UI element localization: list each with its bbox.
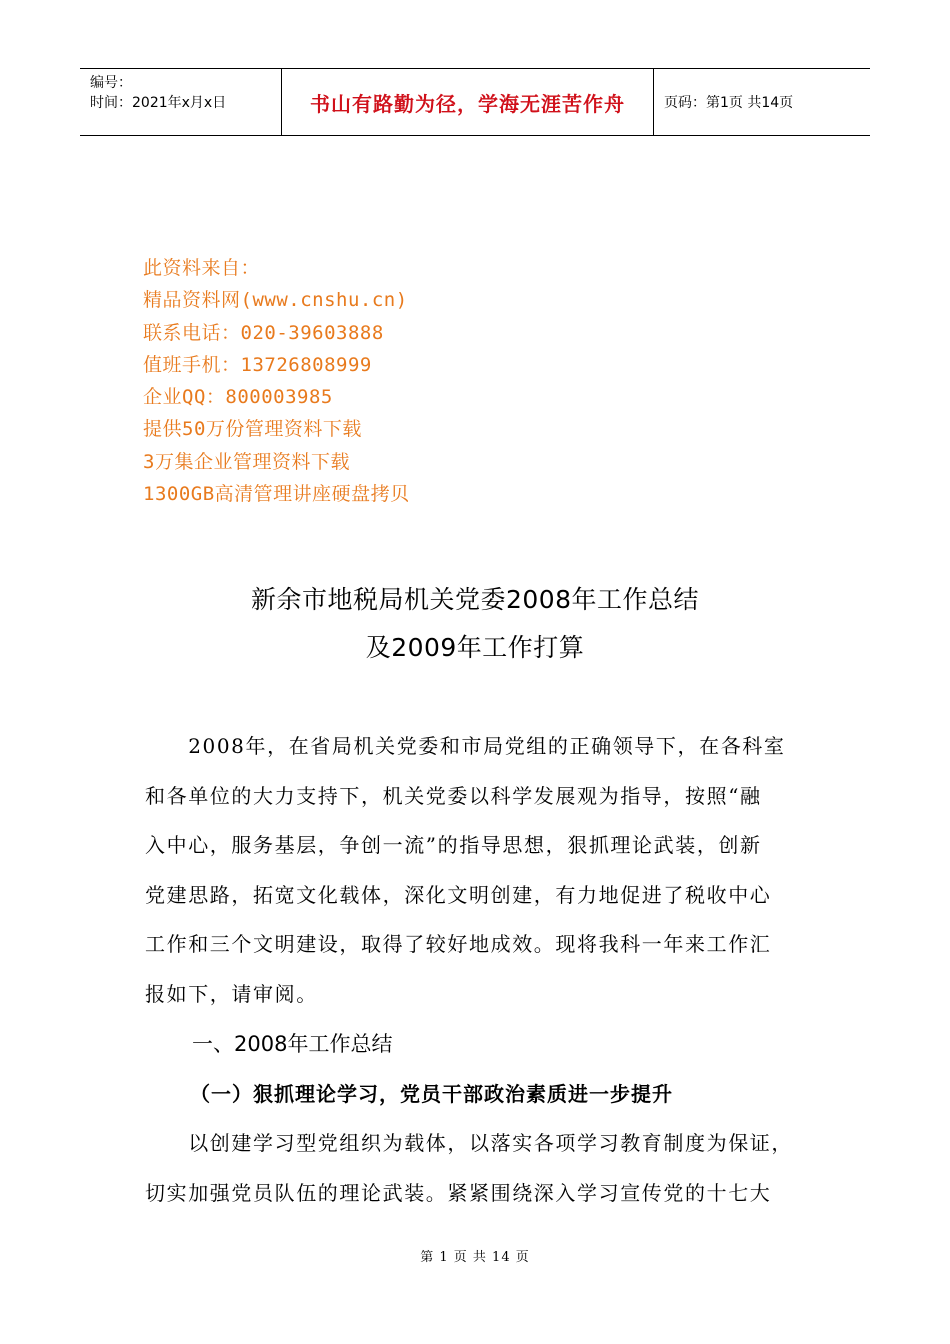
document-header bbox=[80, 68, 870, 136]
source-line: 企业QQ：800003985 bbox=[143, 386, 333, 409]
paragraph-line: 报如下，请审阅。 bbox=[145, 981, 318, 1006]
source-line: 联系电话：020-39603888 bbox=[143, 321, 384, 344]
header-meta bbox=[80, 69, 282, 135]
paragraph-line: 2008年，在省局机关党委和市局党组的正确领导下，在各科室 bbox=[145, 734, 786, 758]
source-line: 值班手机：13726808999 bbox=[143, 353, 372, 376]
section-heading: 一、2008年工作总结 bbox=[192, 1032, 393, 1056]
source-line: 3万集企业管理资料下载 bbox=[143, 450, 350, 473]
source-info-block bbox=[143, 252, 410, 510]
paragraph-line: 切实加强党员队伍的理论武装。紧紧围绕深入学习宣传党的十七大 bbox=[145, 1180, 772, 1205]
source-line: 1300GB高清管理讲座硬盘拷贝 bbox=[143, 483, 410, 506]
document-title-line1: 新余市地税局机关党委2008年工作总结 bbox=[250, 585, 700, 614]
time-label: 时间：2021年x月x日 bbox=[90, 95, 227, 111]
source-line: 提供50万份管理资料下载 bbox=[143, 418, 362, 441]
paragraph-line: 工作和三个文明建设，取得了较好地成效。现将我科一年来工作汇 bbox=[145, 932, 772, 956]
intro-paragraph bbox=[145, 722, 810, 1019]
page-footer: 第 1 页 共 14 页 bbox=[420, 1250, 530, 1265]
paragraph-line: 党建思路，拓宽文化载体，深化文明创建，有力地促进了税收中心 bbox=[145, 882, 772, 907]
number-label: 编号： bbox=[90, 75, 132, 91]
paragraph-line: 和各单位的大力支持下，机关党委以科学发展观为指导，按照“融 bbox=[145, 783, 762, 808]
header-motto: 书山有路勤为径，学海无涯苦作舟 bbox=[282, 69, 654, 135]
paragraph-line: 入中心，服务基层，争创一流”的指导思想，狠抓理论武装，创新 bbox=[145, 833, 762, 857]
section-paragraph bbox=[145, 1119, 810, 1218]
paragraph-line: 以创建学习型党组织为载体，以落实各项学习教育制度为保证， bbox=[145, 1131, 793, 1155]
document-title-line2: 及2009年工作打算 bbox=[365, 633, 585, 662]
source-line: 精品资料网(www.cnshu.cn) bbox=[143, 289, 408, 312]
header-page-info: 页码：第1页 共14页 bbox=[664, 95, 794, 111]
subsection-heading: （一）狠抓理论学习，党员干部政治素质进一步提升 bbox=[190, 1082, 673, 1106]
source-line: 此资料来自： bbox=[143, 257, 261, 279]
